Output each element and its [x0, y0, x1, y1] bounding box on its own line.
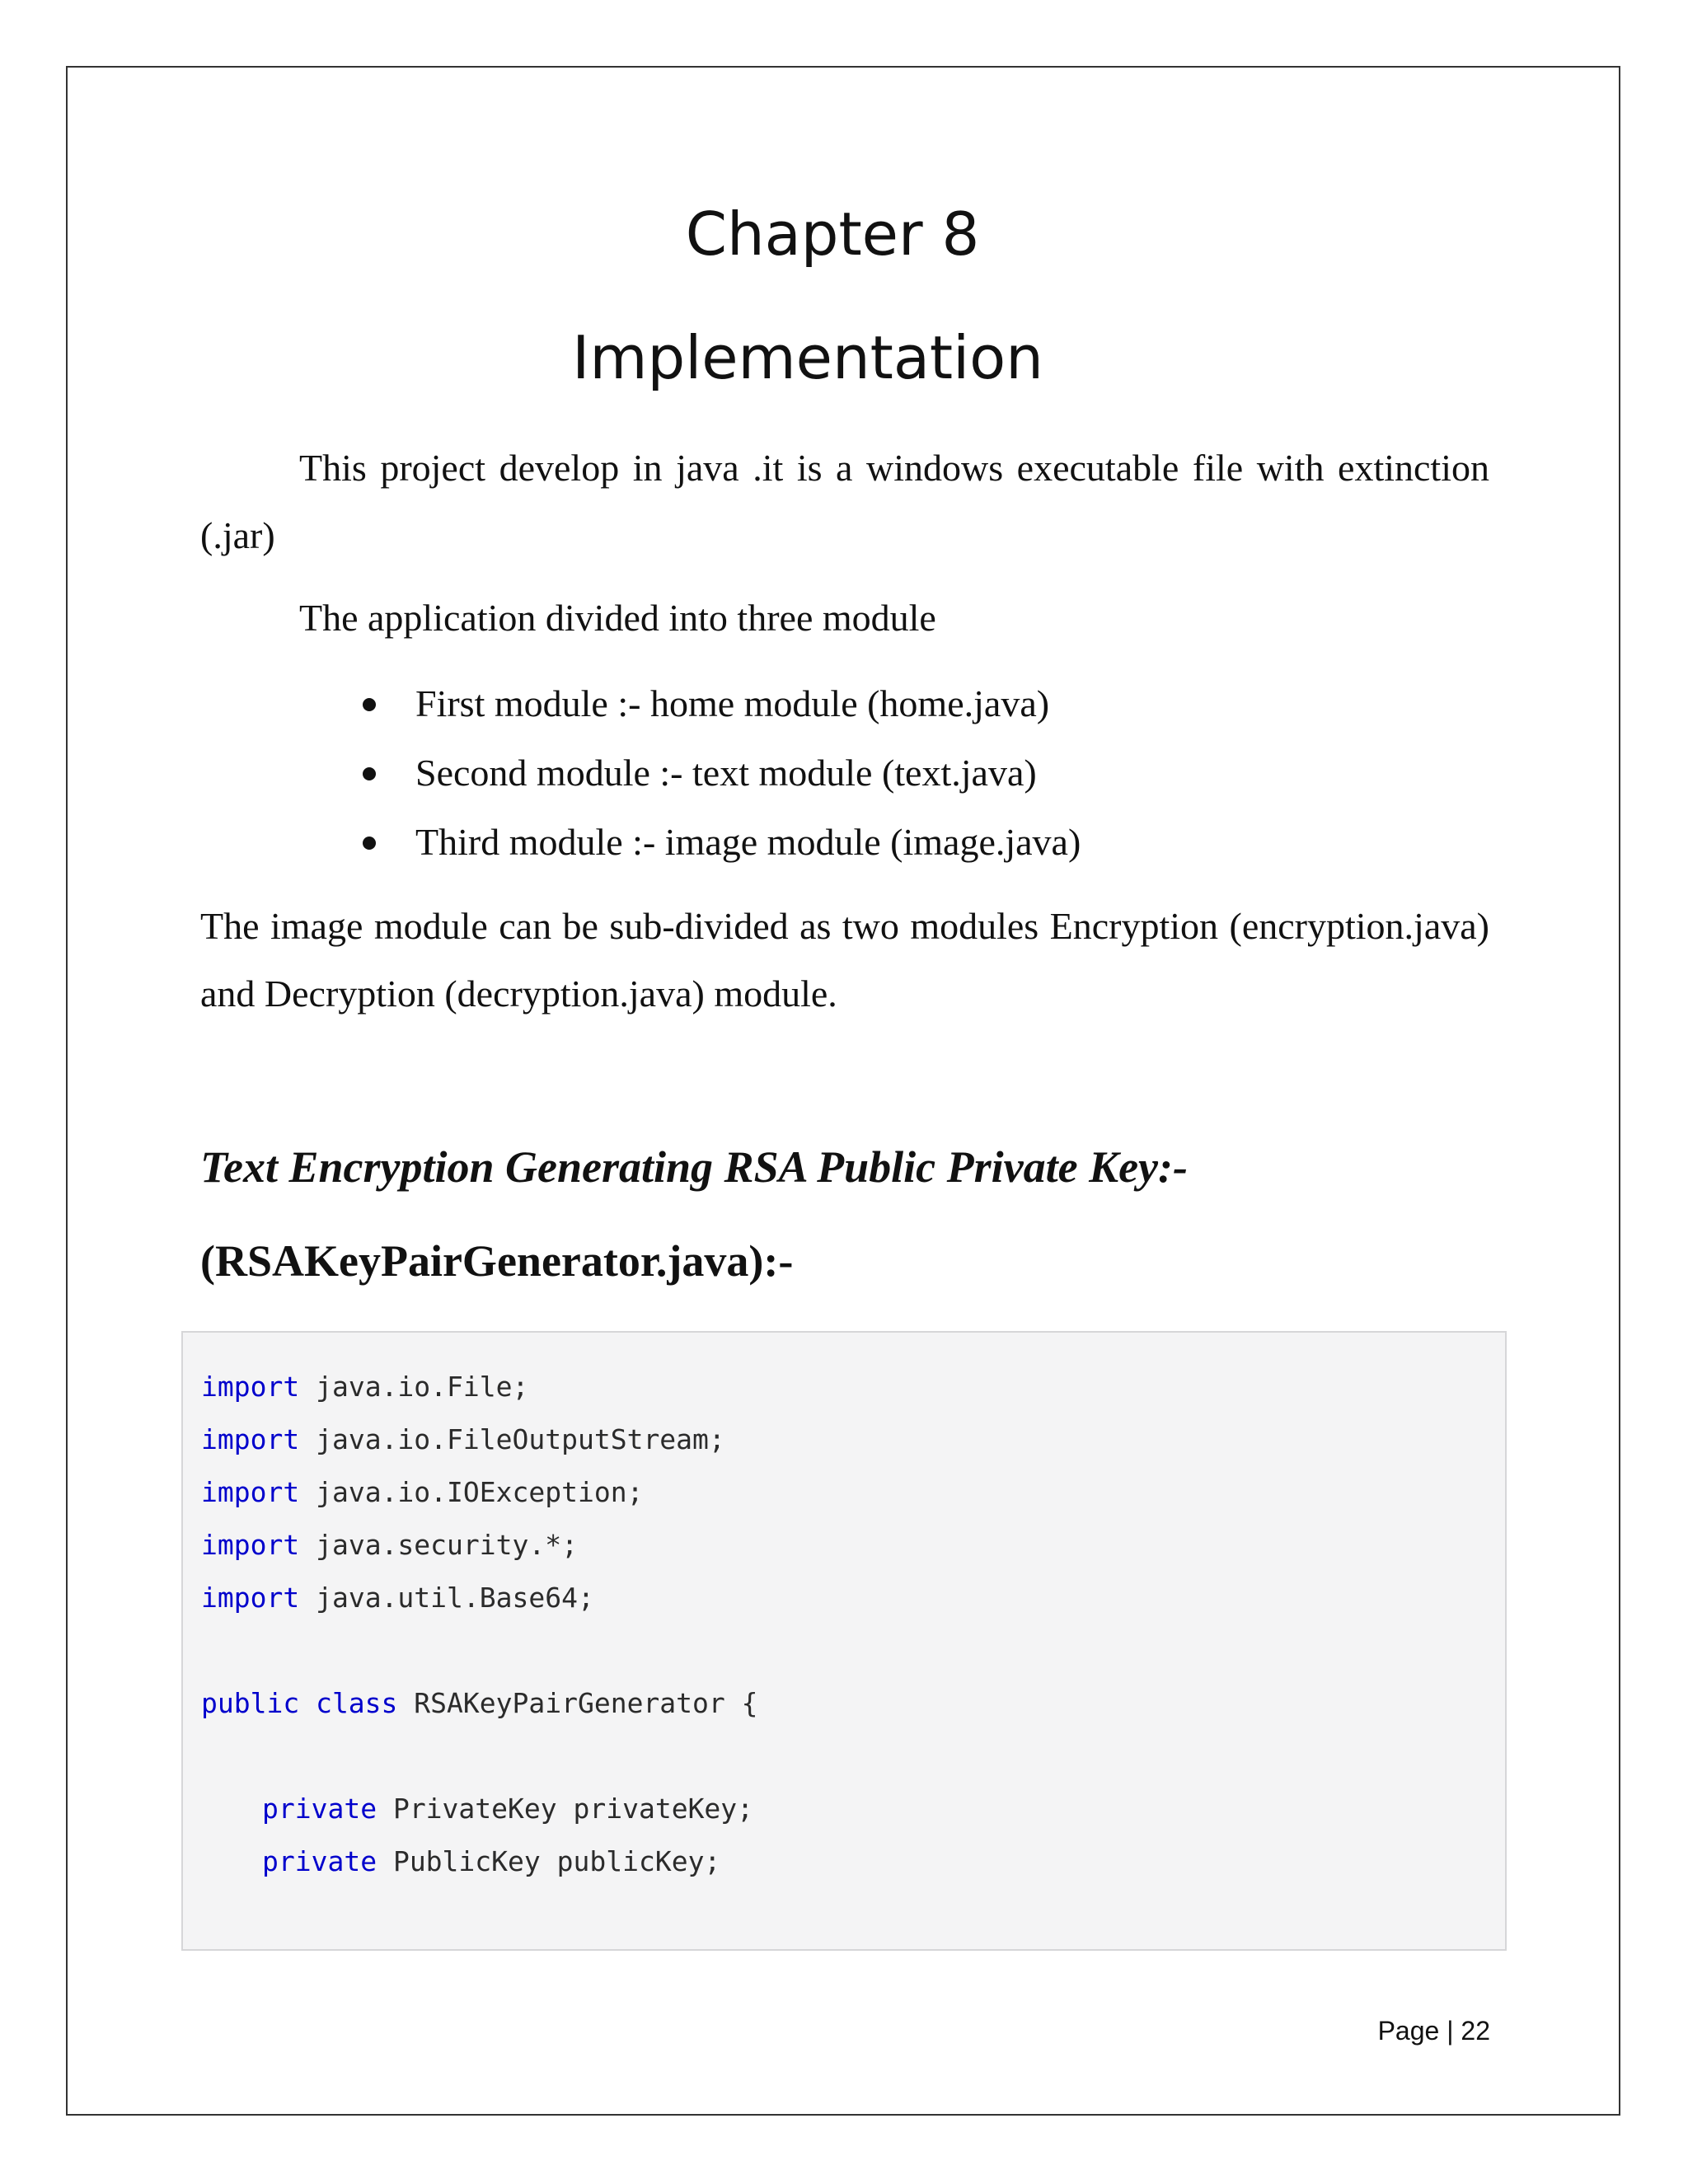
code-line [201, 1687, 758, 1720]
code-text: java.io.FileOutputStream; [299, 1423, 725, 1455]
code-text: java.io.File; [299, 1371, 529, 1403]
code-line [262, 1793, 753, 1825]
code-line [201, 1582, 594, 1615]
code-keyword: private [262, 1845, 377, 1877]
bullet-icon [363, 767, 376, 780]
code-keyword: import [201, 1476, 300, 1508]
page-number: Page | 22 [1377, 2016, 1490, 2046]
file-heading: (RSAKeyPairGenerator.java):- [200, 1236, 794, 1286]
code-keyword: import [201, 1529, 300, 1561]
code-text: PublicKey publicKey; [377, 1845, 721, 1877]
module-label: Second module :- text module (text.java) [415, 752, 1037, 794]
module-list [363, 669, 1081, 877]
code-line [201, 1529, 578, 1562]
code-block [181, 1331, 1507, 1951]
bullet-icon [363, 698, 376, 711]
code-keyword: import [201, 1371, 300, 1403]
code-keyword: private [262, 1793, 377, 1825]
chapter-number: Chapter 8 [685, 199, 980, 269]
list-item [363, 738, 1081, 808]
code-text: java.security.*; [299, 1529, 578, 1561]
list-item [363, 669, 1081, 738]
module-label: First module :- home module (home.java) [415, 682, 1050, 724]
list-item [363, 808, 1081, 877]
code-keyword: public class [201, 1687, 398, 1719]
bullet-icon [363, 837, 376, 850]
code-text: RSAKeyPairGenerator { [397, 1687, 758, 1719]
module-label: Third module :- image module (image.java) [415, 821, 1081, 863]
intro-paragraph: This project develop in java .it is a windows executable file with extinction (.jar) [200, 447, 1489, 556]
code-text: java.util.Base64; [299, 1582, 594, 1614]
code-text: java.io.IOException; [299, 1476, 644, 1508]
code-line [201, 1476, 643, 1509]
code-keyword: import [201, 1582, 300, 1614]
chapter-title: Implementation [572, 323, 1043, 392]
code-line [262, 1845, 720, 1878]
code-line [201, 1423, 725, 1456]
image-module-paragraph: The image module can be sub-divided as two modules Encryption (encryption.java) and Decryption (decryption.java) module. [200, 905, 1489, 1015]
code-text: PrivateKey privateKey; [377, 1793, 754, 1825]
section-heading: Text Encryption Generating RSA Public Private Key:- [200, 1142, 1188, 1192]
code-line [201, 1371, 528, 1404]
code-keyword: import [201, 1423, 300, 1455]
modules-intro-paragraph: The application divided into three module [299, 597, 936, 639]
